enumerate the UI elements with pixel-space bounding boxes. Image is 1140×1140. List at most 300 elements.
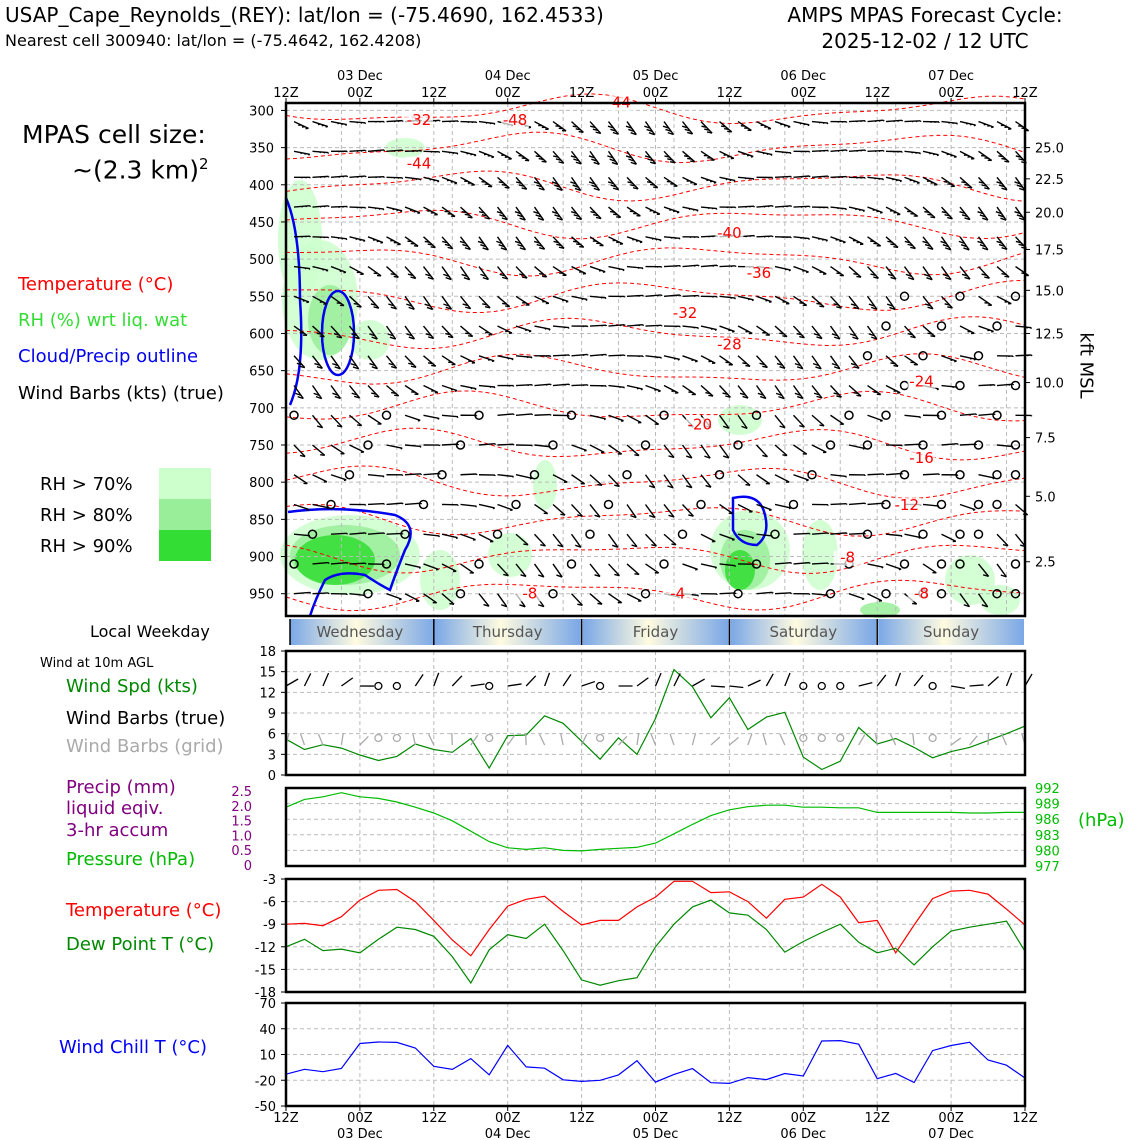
wind-barb-flag <box>502 303 507 304</box>
wind-barb-flag <box>428 363 433 364</box>
wind-barb <box>1016 355 1032 356</box>
wind-barb-flag <box>322 125 324 126</box>
wind-barb-flag <box>717 265 718 266</box>
wind-barb-flag <box>883 120 884 121</box>
wind-barb-10m <box>563 674 571 686</box>
wind-barb <box>738 475 750 486</box>
legend-dewpoint: Dew Point T (°C) <box>66 934 215 955</box>
wind-barb-flag <box>710 181 712 182</box>
wind-barb-flag <box>417 213 419 214</box>
calm-marker <box>993 411 1001 419</box>
wind-barb-flag <box>449 152 450 153</box>
wind-barb <box>905 415 921 417</box>
wind-barb <box>350 563 366 564</box>
temperature-label: -36 <box>746 263 772 282</box>
wind-barb-flag <box>947 154 949 155</box>
wind-barb-flag <box>658 391 660 392</box>
wind-barb-flag <box>475 389 476 390</box>
wind-barb-flag <box>505 306 510 307</box>
wind-barb-flag <box>853 393 858 394</box>
legend-precip-1: Precip (mm) <box>66 777 176 798</box>
wind-barb-grid <box>526 733 527 745</box>
wind-barb-flag <box>767 154 768 155</box>
wind-barb-flag <box>661 295 662 296</box>
time-tick-label: 00Z <box>494 86 521 101</box>
wind-barb <box>831 267 844 276</box>
wind-barb <box>683 386 696 395</box>
wind-barb-flag <box>601 297 602 298</box>
wind-barb-flag <box>808 125 809 126</box>
wind-barb-flag <box>785 269 787 270</box>
wind-barb-flag <box>484 154 486 155</box>
wind-barb <box>516 385 532 386</box>
wind-barb-grid <box>692 733 695 745</box>
wind-barb-flag <box>604 419 606 420</box>
wind-barb-grid <box>637 733 639 745</box>
wind-barb-flag <box>539 274 544 275</box>
wind-barb <box>609 564 620 576</box>
wind-barb-flag <box>674 358 676 359</box>
wind-barb <box>775 267 791 271</box>
wind-barb <box>572 296 588 299</box>
wind-barb-flag <box>742 363 747 364</box>
weekday-label: Sunday <box>923 623 980 641</box>
calm-marker <box>512 500 520 508</box>
wind-barb-flag <box>873 210 875 211</box>
wind-barb-flag <box>711 329 713 330</box>
rh-area <box>350 320 390 360</box>
wind-barb <box>516 475 532 479</box>
wind-barb-flag <box>823 123 824 124</box>
wind-barb <box>646 534 657 546</box>
wind-barb-flag <box>764 206 765 207</box>
wind-barb-flag <box>750 236 751 237</box>
precip-tick-label: 2.5 <box>231 785 252 800</box>
calm-marker <box>420 500 428 508</box>
wind-barb-flag <box>691 360 693 361</box>
wind-barb-flag <box>790 153 791 154</box>
wind-barb-flag <box>402 150 403 151</box>
time-tick-label: 12Z <box>273 1111 299 1126</box>
wind-barb-flag <box>902 120 903 121</box>
wind-barb-flag <box>899 569 901 570</box>
wind-barb <box>960 356 976 359</box>
wind-barb <box>405 356 416 368</box>
wind-barb-flag <box>338 238 339 239</box>
wind-barb-flag <box>809 176 810 177</box>
wind-barb <box>442 534 458 538</box>
wind-barb-flag <box>826 240 828 241</box>
wind-barb-flag <box>749 178 750 179</box>
wind-barb-flag <box>568 328 569 329</box>
kft-tick-label: 20.0 <box>1035 206 1064 222</box>
wind-barb-flag <box>380 150 381 151</box>
wind-barb-flag <box>818 239 820 240</box>
y-tick-label: -50 <box>254 1100 276 1115</box>
wind-barb-flag <box>678 359 680 360</box>
pressure-tick-label: 983 <box>1035 828 1060 844</box>
wind-barb-flag <box>708 395 713 396</box>
wind-barb-flag <box>880 213 882 214</box>
calm-marker <box>975 530 983 538</box>
temperature-label: -32 <box>406 110 432 129</box>
wind-barb-flag <box>910 180 912 181</box>
wind-barb <box>627 386 643 390</box>
wind-barb-flag <box>525 330 527 331</box>
wind-barb-flag <box>354 304 359 305</box>
wind-barb <box>979 385 995 386</box>
calm-marker <box>586 530 594 538</box>
wind-barb <box>553 326 569 327</box>
wind-barb-flag <box>491 157 493 158</box>
wind-barb-flag <box>856 395 861 396</box>
wind-barb <box>498 414 514 415</box>
calm-marker-grid <box>818 735 825 742</box>
wind-barb-grid <box>318 734 323 745</box>
temperature-label: -24 <box>909 372 934 391</box>
wind-barb-flag <box>394 276 399 277</box>
wind-barb-flag <box>323 269 325 270</box>
wind-barb <box>720 326 735 331</box>
wind-barb-flag <box>365 176 366 177</box>
wind-barb <box>516 296 529 305</box>
wind-barb-grid <box>561 733 563 745</box>
wind-barb <box>479 386 495 387</box>
wind-barb <box>313 504 329 507</box>
calm-marker <box>901 382 909 390</box>
wind-barb <box>572 594 583 606</box>
y-tick-label: 40 <box>259 1022 276 1038</box>
wind-barb <box>923 326 935 337</box>
pressure-tick-label: 950 <box>249 587 274 603</box>
wind-barb-flag <box>361 123 362 124</box>
wind-barb <box>720 356 733 365</box>
wind-barb-flag <box>492 361 494 362</box>
wind-barb-flag <box>613 214 618 215</box>
wind-barb-flag <box>340 271 342 272</box>
wind-barb <box>701 265 717 266</box>
wind-barb-flag <box>924 212 929 213</box>
wind-barb-flag <box>856 276 861 277</box>
wind-barb-flag <box>801 238 802 239</box>
wind-barb-flag <box>772 592 773 593</box>
wind-barb-flag <box>510 510 512 511</box>
y-tick-label: -20 <box>254 1074 276 1090</box>
wind-barb-flag <box>624 325 625 326</box>
wind-barb-flag <box>838 208 839 209</box>
wind-barb-flag <box>970 124 972 125</box>
wind-barb <box>461 151 477 155</box>
time-tick-label: 00Z <box>642 86 669 101</box>
y-tick-label: 3 <box>267 748 276 764</box>
wind-barb-flag <box>603 272 605 273</box>
y-tick-label: 10 <box>259 1048 276 1064</box>
kft-tick-label: 25.0 <box>1035 141 1064 157</box>
wind-barb <box>757 122 771 129</box>
pressure-tick-label: 800 <box>249 476 274 492</box>
wind-barb <box>775 475 789 482</box>
pressure-tick-label: 350 <box>249 141 274 157</box>
wind-barb-flag <box>465 214 470 215</box>
wind-barb-flag <box>431 365 436 366</box>
wind-barb-grid <box>1002 734 1007 745</box>
wind-barb <box>627 594 641 601</box>
wind-barb <box>609 237 623 244</box>
wind-barb <box>720 386 731 398</box>
wind-barb <box>701 177 716 182</box>
wind-barb-flag <box>827 123 828 124</box>
wind-barb-flag <box>853 274 858 275</box>
wind-barb-flag <box>657 357 658 358</box>
wind-barb <box>868 415 883 420</box>
wind-barb-flag <box>839 241 841 242</box>
wind-barb <box>627 325 643 326</box>
wind-barb-flag <box>705 393 710 394</box>
temperature-label: -8 <box>840 548 856 567</box>
time-tick-label: 12Z <box>716 1111 743 1126</box>
wind-barb-10m <box>859 683 873 686</box>
wind-barb-flag <box>401 448 402 449</box>
wind-barb-10m <box>304 673 310 686</box>
calm-marker <box>475 560 483 568</box>
wind-barb <box>424 386 438 393</box>
wind-barb-flag <box>693 209 694 210</box>
rh-area <box>295 535 375 585</box>
wind-barb-flag <box>317 333 322 334</box>
wind-barb <box>720 296 736 298</box>
wind-barb-flag <box>824 176 825 177</box>
wind-barb-flag <box>715 330 717 331</box>
wind-barb-flag <box>439 120 440 121</box>
wind-barb <box>590 475 602 486</box>
wind-barb <box>757 151 773 154</box>
wind-barb-flag <box>747 155 749 156</box>
wind-barb-flag <box>512 359 513 360</box>
weekday-strip <box>290 619 1024 645</box>
calm-marker <box>679 530 687 538</box>
kft-tick-label: 7.5 <box>1035 431 1056 447</box>
wind-barb <box>683 326 699 328</box>
legend-cloud: Cloud/Precip outline <box>18 346 199 367</box>
wind-barb <box>849 386 861 397</box>
temperature-label: -4 <box>670 584 686 603</box>
wind-barb-flag <box>623 270 624 271</box>
legend-windchill: Wind Chill T (°C) <box>59 1037 207 1058</box>
wind-barb-flag <box>345 125 346 126</box>
wind-barb <box>646 325 662 326</box>
wind-barb-flag <box>584 450 586 451</box>
pressure-tick-label: 992 <box>1035 782 1060 797</box>
wind-barb-flag <box>684 156 689 157</box>
wind-barb-flag <box>573 126 578 127</box>
wind-barb-flag <box>973 510 975 511</box>
wind-barb-flag <box>653 187 658 188</box>
wind-barb-flag <box>677 212 679 213</box>
wind-barb-flag <box>421 503 422 504</box>
wind-barb-flag <box>957 123 958 124</box>
wind-barb <box>609 386 625 388</box>
wind-barb-flag <box>1013 384 1014 385</box>
date-tick-label: 06 Dec <box>780 69 827 84</box>
wind-barb-flag <box>820 177 821 178</box>
wind-barb-flag <box>846 476 847 477</box>
wind-barb <box>720 266 736 267</box>
wind-barb <box>572 385 588 386</box>
wind-barb <box>794 326 805 338</box>
calm-marker <box>864 352 872 360</box>
legend-wind-spd: Wind Spd (kts) <box>66 676 198 697</box>
wind-barb <box>387 237 401 245</box>
wind-barb-flag <box>560 514 565 515</box>
wind-barb-flag <box>745 366 750 367</box>
wind-barb <box>849 533 865 534</box>
wind-barb <box>960 444 976 445</box>
wind-barb-flag <box>1009 385 1010 386</box>
wind-barb-flag <box>346 239 347 240</box>
wind-barb-flag <box>465 333 470 334</box>
nearest-cell-title: Nearest cell 300940: lat/lon = (-75.4642, 162.4208) <box>5 31 422 50</box>
wind-barb-flag <box>344 480 346 481</box>
pressure-tick-label: 450 <box>249 215 274 231</box>
wind-barb-flag <box>328 153 329 154</box>
wind-barb-flag <box>769 510 771 511</box>
wind-barb <box>664 266 680 267</box>
wind-barb-flag <box>782 152 783 153</box>
wind-barb-grid <box>539 734 544 745</box>
wind-barb <box>368 415 381 424</box>
wind-barb <box>590 267 605 272</box>
wind-barb-10m <box>508 684 522 686</box>
wind-barb-10m <box>656 673 662 686</box>
calm-marker <box>375 683 382 690</box>
temperature-label: -8 <box>522 584 538 603</box>
wind-barb-flag <box>875 121 876 122</box>
wind-barb-flag <box>865 150 866 151</box>
wind-barb-flag <box>745 178 746 179</box>
wind-barb-flag <box>912 603 917 604</box>
wind-barb-grid <box>360 736 368 745</box>
wind-barb-flag <box>801 177 802 178</box>
wind-barb <box>868 564 884 567</box>
wind-barb <box>886 534 902 536</box>
pressure-tick-label: 300 <box>249 104 274 120</box>
wind-barb <box>794 475 809 480</box>
temperature-chart <box>255 873 1025 1001</box>
precip-tick-label: 1.5 <box>231 814 252 830</box>
wind-barb-flag <box>788 127 790 128</box>
wind-barb-flag <box>412 178 413 179</box>
wind-barb <box>905 356 918 365</box>
y-tick-label: -3 <box>263 873 276 888</box>
wind-barb-flag <box>954 157 956 158</box>
wind-barb <box>775 504 791 507</box>
wind-barb <box>979 296 992 305</box>
time-tick-label: 12Z <box>864 1111 890 1126</box>
wind-barb-flag <box>689 209 690 210</box>
wind-barb <box>683 356 698 361</box>
wind-barb-flag <box>579 132 584 133</box>
wind-barb-flag <box>875 178 876 179</box>
wind-barb-grid <box>670 734 674 745</box>
wind-barb-flag <box>565 385 566 386</box>
wind-barb-flag <box>384 150 385 151</box>
wind-barb-flag <box>641 389 643 390</box>
wind-barb-flag <box>308 154 309 155</box>
time-tick-label: 00Z <box>494 1111 521 1126</box>
wind-barb-flag <box>994 414 995 415</box>
wind-barb-flag <box>727 131 732 132</box>
wind-barb-flag <box>486 123 487 124</box>
wind-barb-flag <box>805 176 806 177</box>
wind-barb <box>350 445 364 452</box>
time-tick-label: 12Z <box>421 86 447 101</box>
wind-barb-flag <box>991 331 993 332</box>
wind-barb-flag <box>380 242 382 243</box>
wind-barb-flag <box>434 180 436 181</box>
wind-barb <box>331 533 347 534</box>
wind-barb-flag <box>768 206 769 207</box>
wind-barb-flag <box>356 239 358 240</box>
wind-barb <box>997 267 1009 278</box>
wind-barb-flag <box>882 567 883 568</box>
wind-barb-flag <box>416 179 417 180</box>
wind-barb-flag <box>966 123 968 124</box>
wind-barb-flag <box>933 154 935 155</box>
wind-barb-flag <box>917 183 919 184</box>
wind-barb <box>646 207 660 214</box>
wind-barb <box>886 564 901 569</box>
wind-barb-flag <box>900 181 902 182</box>
wind-barb-flag <box>430 179 432 180</box>
wind-barb-flag <box>439 536 440 537</box>
wind-barb-flag <box>468 336 473 337</box>
wind-barb-flag <box>937 389 939 390</box>
temperature-label: -28 <box>717 335 742 354</box>
wind-barb-flag <box>365 123 366 124</box>
wind-barb-flag <box>582 299 583 300</box>
wind-barb <box>516 267 527 279</box>
wind-barb-10m <box>914 675 923 686</box>
wind-barb-flag <box>976 414 977 415</box>
calm-marker <box>993 471 1001 479</box>
wind-barb-grid <box>913 733 914 745</box>
wind-barb-flag <box>490 387 491 388</box>
calm-marker <box>327 500 335 508</box>
wind-barb <box>572 504 583 516</box>
wind-barb <box>331 445 344 454</box>
wind-barb <box>886 473 902 474</box>
wind-barb-flag <box>394 151 395 152</box>
wind-barb-flag <box>746 236 747 237</box>
wind-barb <box>609 355 625 356</box>
wind-barb-grid <box>300 734 304 745</box>
wind-barb-flag <box>527 357 528 358</box>
wind-barb-flag <box>499 182 504 183</box>
pressure-tick-label: 500 <box>249 253 274 269</box>
calm-marker <box>393 683 400 690</box>
calm-marker <box>882 500 890 508</box>
wind-barb-flag <box>816 303 821 304</box>
wind-barb <box>405 267 416 279</box>
wind-barb-flag <box>751 156 753 157</box>
wind-barb-flag <box>462 212 467 213</box>
date-tick-label: 06 Dec <box>780 1127 827 1140</box>
wind-barb-flag <box>883 179 884 180</box>
rh-area <box>420 550 460 610</box>
wind-barb-flag <box>361 176 362 177</box>
wind-barb-flag <box>791 206 792 207</box>
wind-barb <box>553 355 569 356</box>
